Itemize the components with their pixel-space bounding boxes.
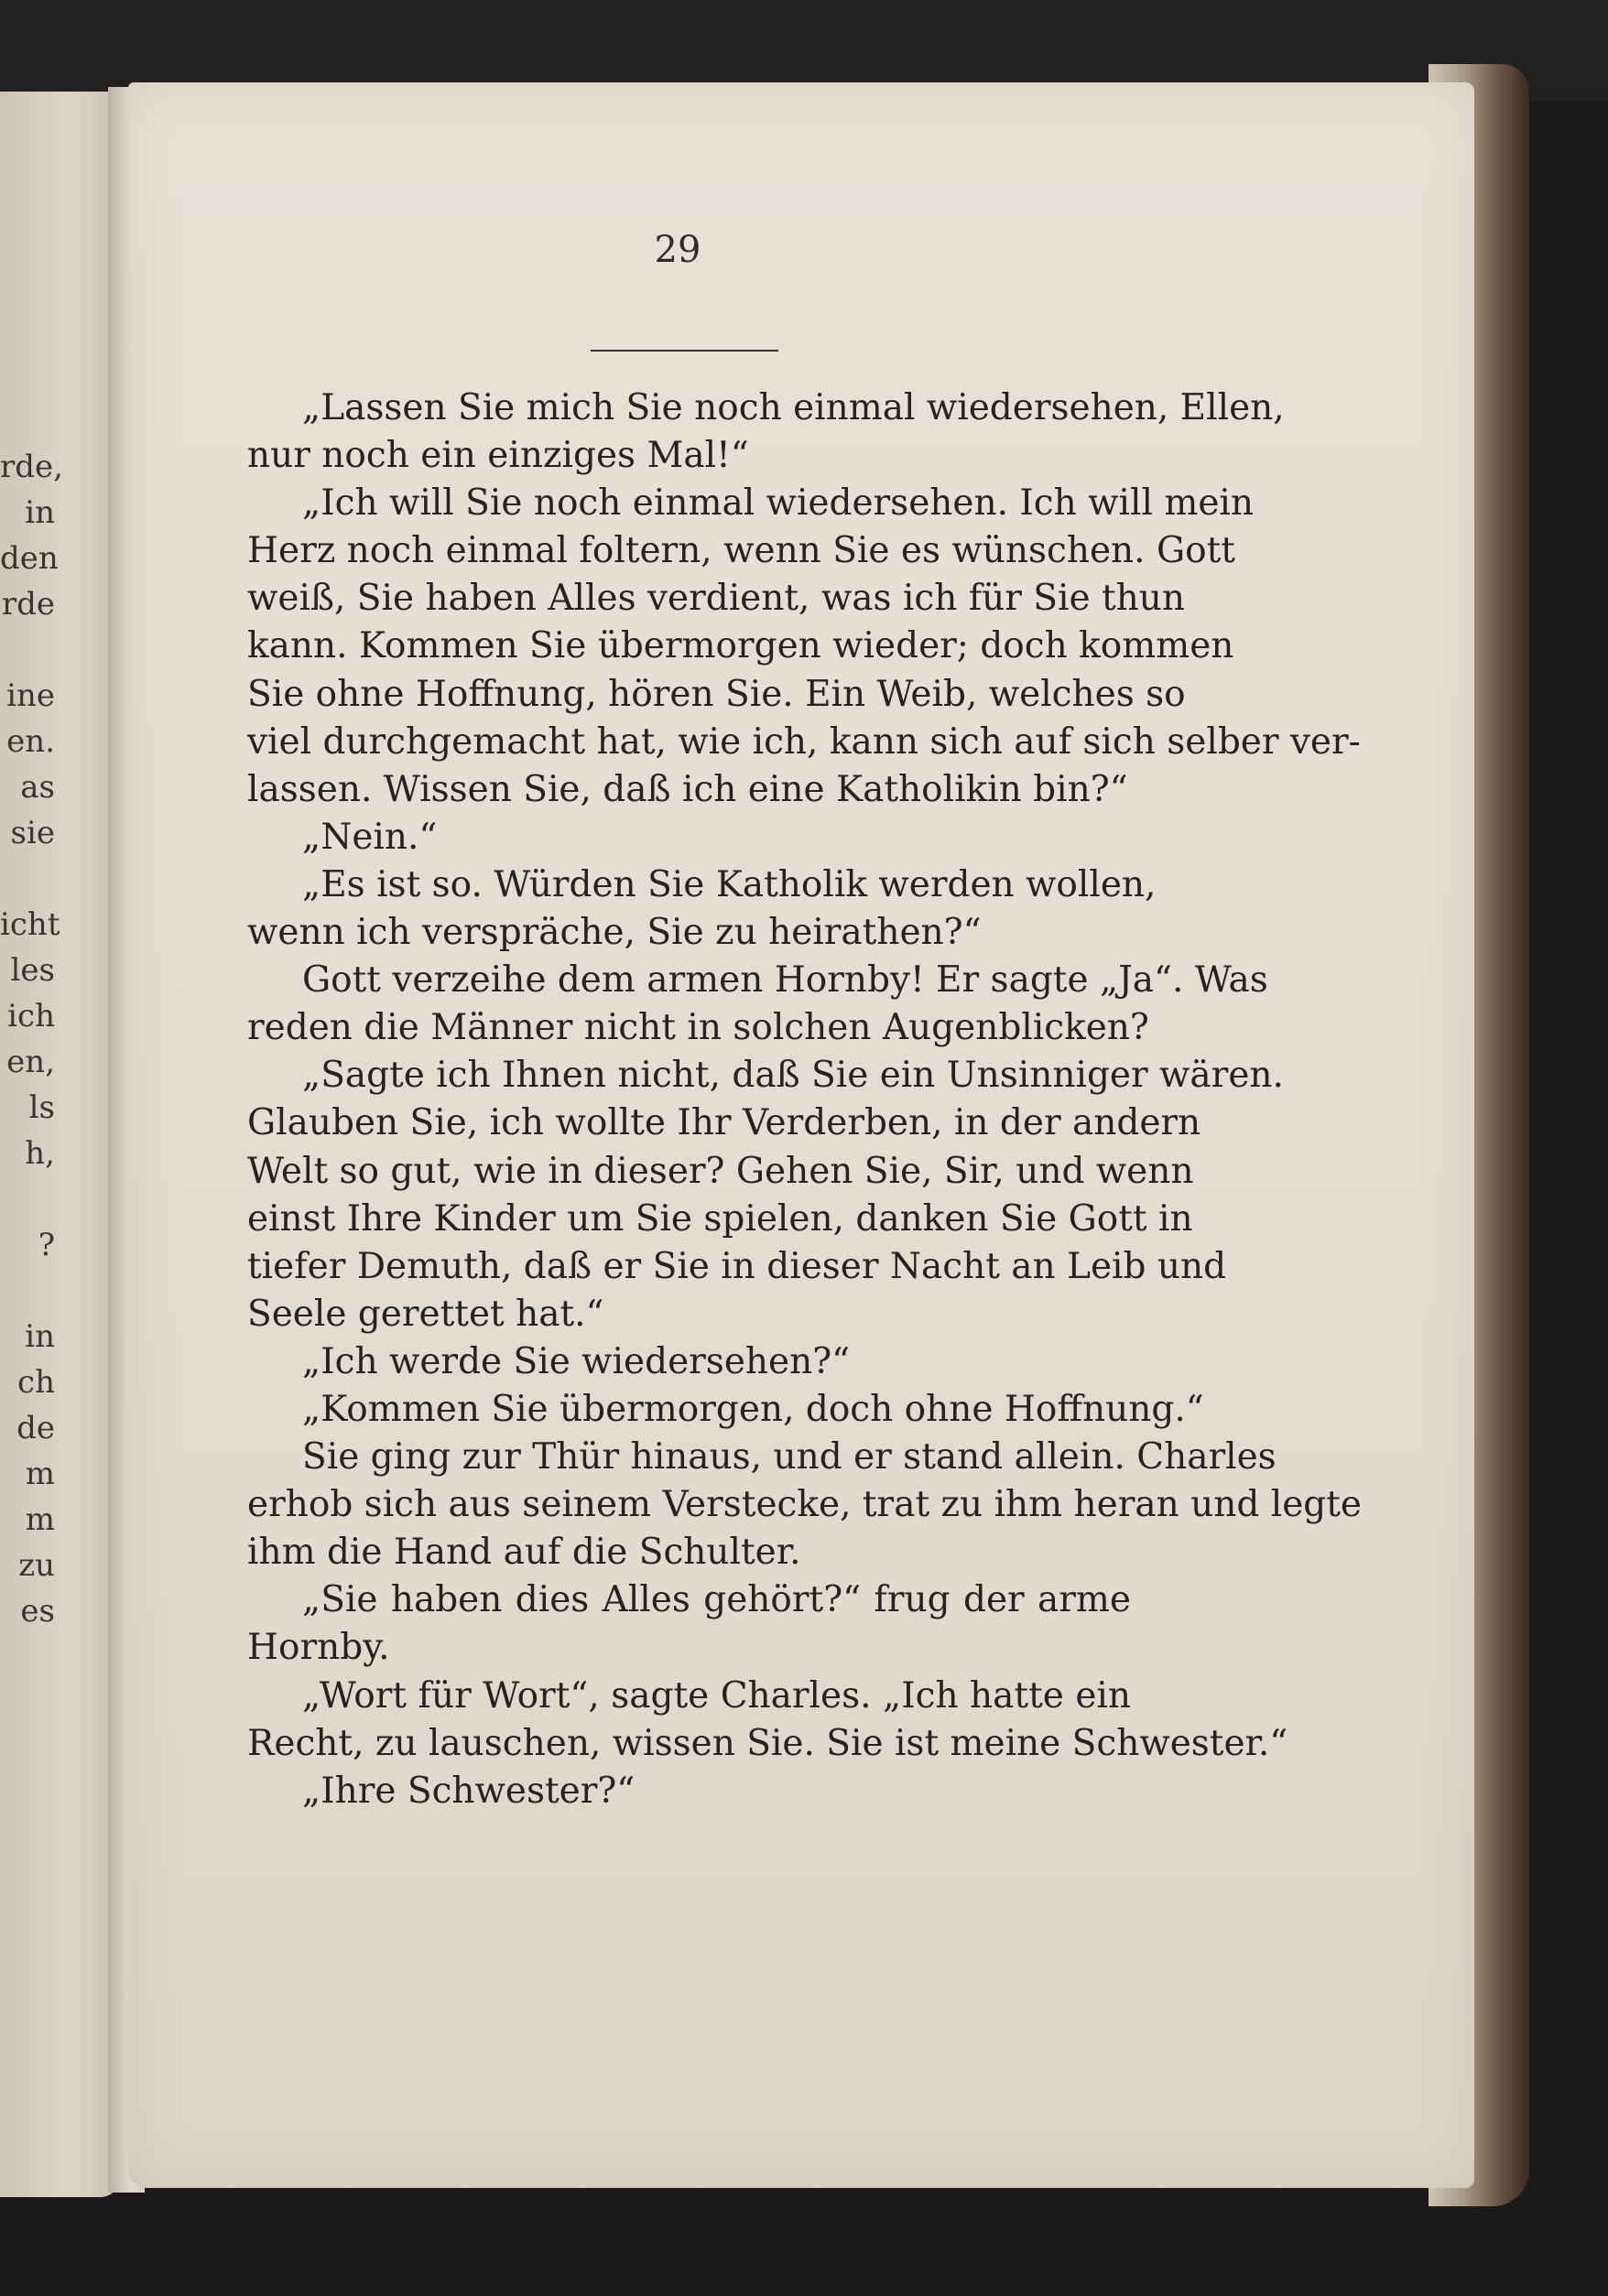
- text-line: Glauben Sie, ich wollte Ihr Verderben, in der andern: [247, 1102, 1201, 1144]
- left-page-fragment: ls: [28, 1089, 55, 1126]
- text-line: „Kommen Sie übermorgen, doch ohne Hoffnung.“: [302, 1388, 1204, 1430]
- left-page-fragment: de: [16, 1410, 55, 1446]
- text-line: lassen. Wissen Sie, daß ich eine Katholikin bin?“: [247, 768, 1128, 810]
- text-line: Gott verzeihe dem armen Hornby! Er sagte „Ja“. Was: [302, 959, 1268, 1002]
- left-page-fragment: ich: [7, 998, 55, 1034]
- header-rule: [591, 350, 778, 352]
- text-line: einst Ihre Kinder um Sie spielen, danken Sie Gott in: [247, 1197, 1193, 1240]
- text-line: reden die Männer nicht in solchen Augenblicken?: [247, 1007, 1149, 1049]
- left-page-fragment: rde,: [0, 449, 63, 485]
- text-line: „Ihre Schwester?“: [302, 1770, 636, 1812]
- body-text: [247, 384, 1363, 1815]
- left-page-fragment: ine: [6, 677, 55, 714]
- text-line: Welt so gut, wie in dieser? Gehen Sie, Sir, und wenn: [247, 1150, 1194, 1192]
- text-line: viel durchgemacht hat, wie ich, kann sich auf sich selber ver-: [247, 720, 1361, 763]
- text-line: „Lassen Sie mich Sie noch einmal wiedersehen, Ellen,: [302, 387, 1285, 428]
- left-page-fragment: ?: [38, 1227, 55, 1263]
- left-page-edge: [0, 92, 119, 2197]
- left-page-fragment: as: [20, 769, 55, 806]
- text-line: „Nein.“: [302, 816, 438, 858]
- text-line: „Sagte ich Ihnen nicht, daß Sie ein Unsinniger wären.: [302, 1055, 1284, 1097]
- left-page-fragment: es: [20, 1593, 55, 1630]
- text-line: Hornby.: [247, 1627, 390, 1669]
- left-page-fragment: h,: [25, 1135, 55, 1172]
- page-number: 29: [654, 229, 701, 271]
- left-page-fragment: zu: [18, 1547, 55, 1584]
- left-page-fragment: icht: [0, 906, 60, 943]
- text-line: „Ich werde Sie wiedersehen?“: [302, 1340, 851, 1382]
- left-page-fragment: in: [25, 494, 55, 531]
- text-line: Seele gerettet hat.“: [247, 1293, 604, 1335]
- left-page-fragment: en,: [6, 1044, 55, 1080]
- left-page-fragment: den: [0, 540, 59, 577]
- text-line: „Ich will Sie noch einmal wiedersehen. Ich will mein: [302, 482, 1255, 525]
- left-page-fragment: ch: [17, 1364, 55, 1401]
- text-line: nur noch ein einziges Mal!“: [247, 435, 749, 477]
- text-line: wenn ich verspräche, Sie zu heirathen?“: [247, 912, 982, 954]
- text-line: ihm die Hand auf die Schulter.: [247, 1532, 801, 1574]
- text-line: Sie ohne Hoffnung, hören Sie. Ein Weib, welches so: [247, 673, 1186, 715]
- left-page-fragment: m: [25, 1456, 55, 1492]
- left-page-fragment: rde: [1, 586, 55, 623]
- text-line: „Sie haben dies Alles gehört?“ frug der arme: [302, 1579, 1131, 1621]
- text-line: weiß, Sie haben Alles verdient, was ich für Sie thun: [247, 578, 1185, 620]
- left-page-fragment: les: [10, 952, 55, 989]
- left-page-fragment: m: [25, 1501, 55, 1538]
- left-page-fragment: in: [25, 1318, 55, 1355]
- text-line: „Es ist so. Würden Sie Katholik werden wollen,: [302, 863, 1157, 905]
- text-line: „Wort für Wort“, sagte Charles. „Ich hatte ein: [302, 1674, 1131, 1717]
- text-line: Recht, zu lauschen, wissen Sie. Sie ist meine Schwester.“: [247, 1722, 1288, 1764]
- text-line: Herz noch einmal foltern, wenn Sie es wünschen. Gott: [247, 530, 1235, 572]
- text-line: tiefer Demuth, daß er Sie in dieser Nacht an Leib und: [247, 1245, 1227, 1287]
- left-page-fragment: sie: [10, 815, 55, 851]
- text-line: Sie ging zur Thür hinaus, und er stand allein. Charles: [302, 1436, 1277, 1478]
- text-line: erhob sich aus seinem Verstecke, trat zu ihm heran und legte: [247, 1484, 1363, 1526]
- left-page-fragment: en.: [6, 723, 55, 760]
- text-line: kann. Kommen Sie übermorgen wieder; doch kommen: [247, 625, 1234, 667]
